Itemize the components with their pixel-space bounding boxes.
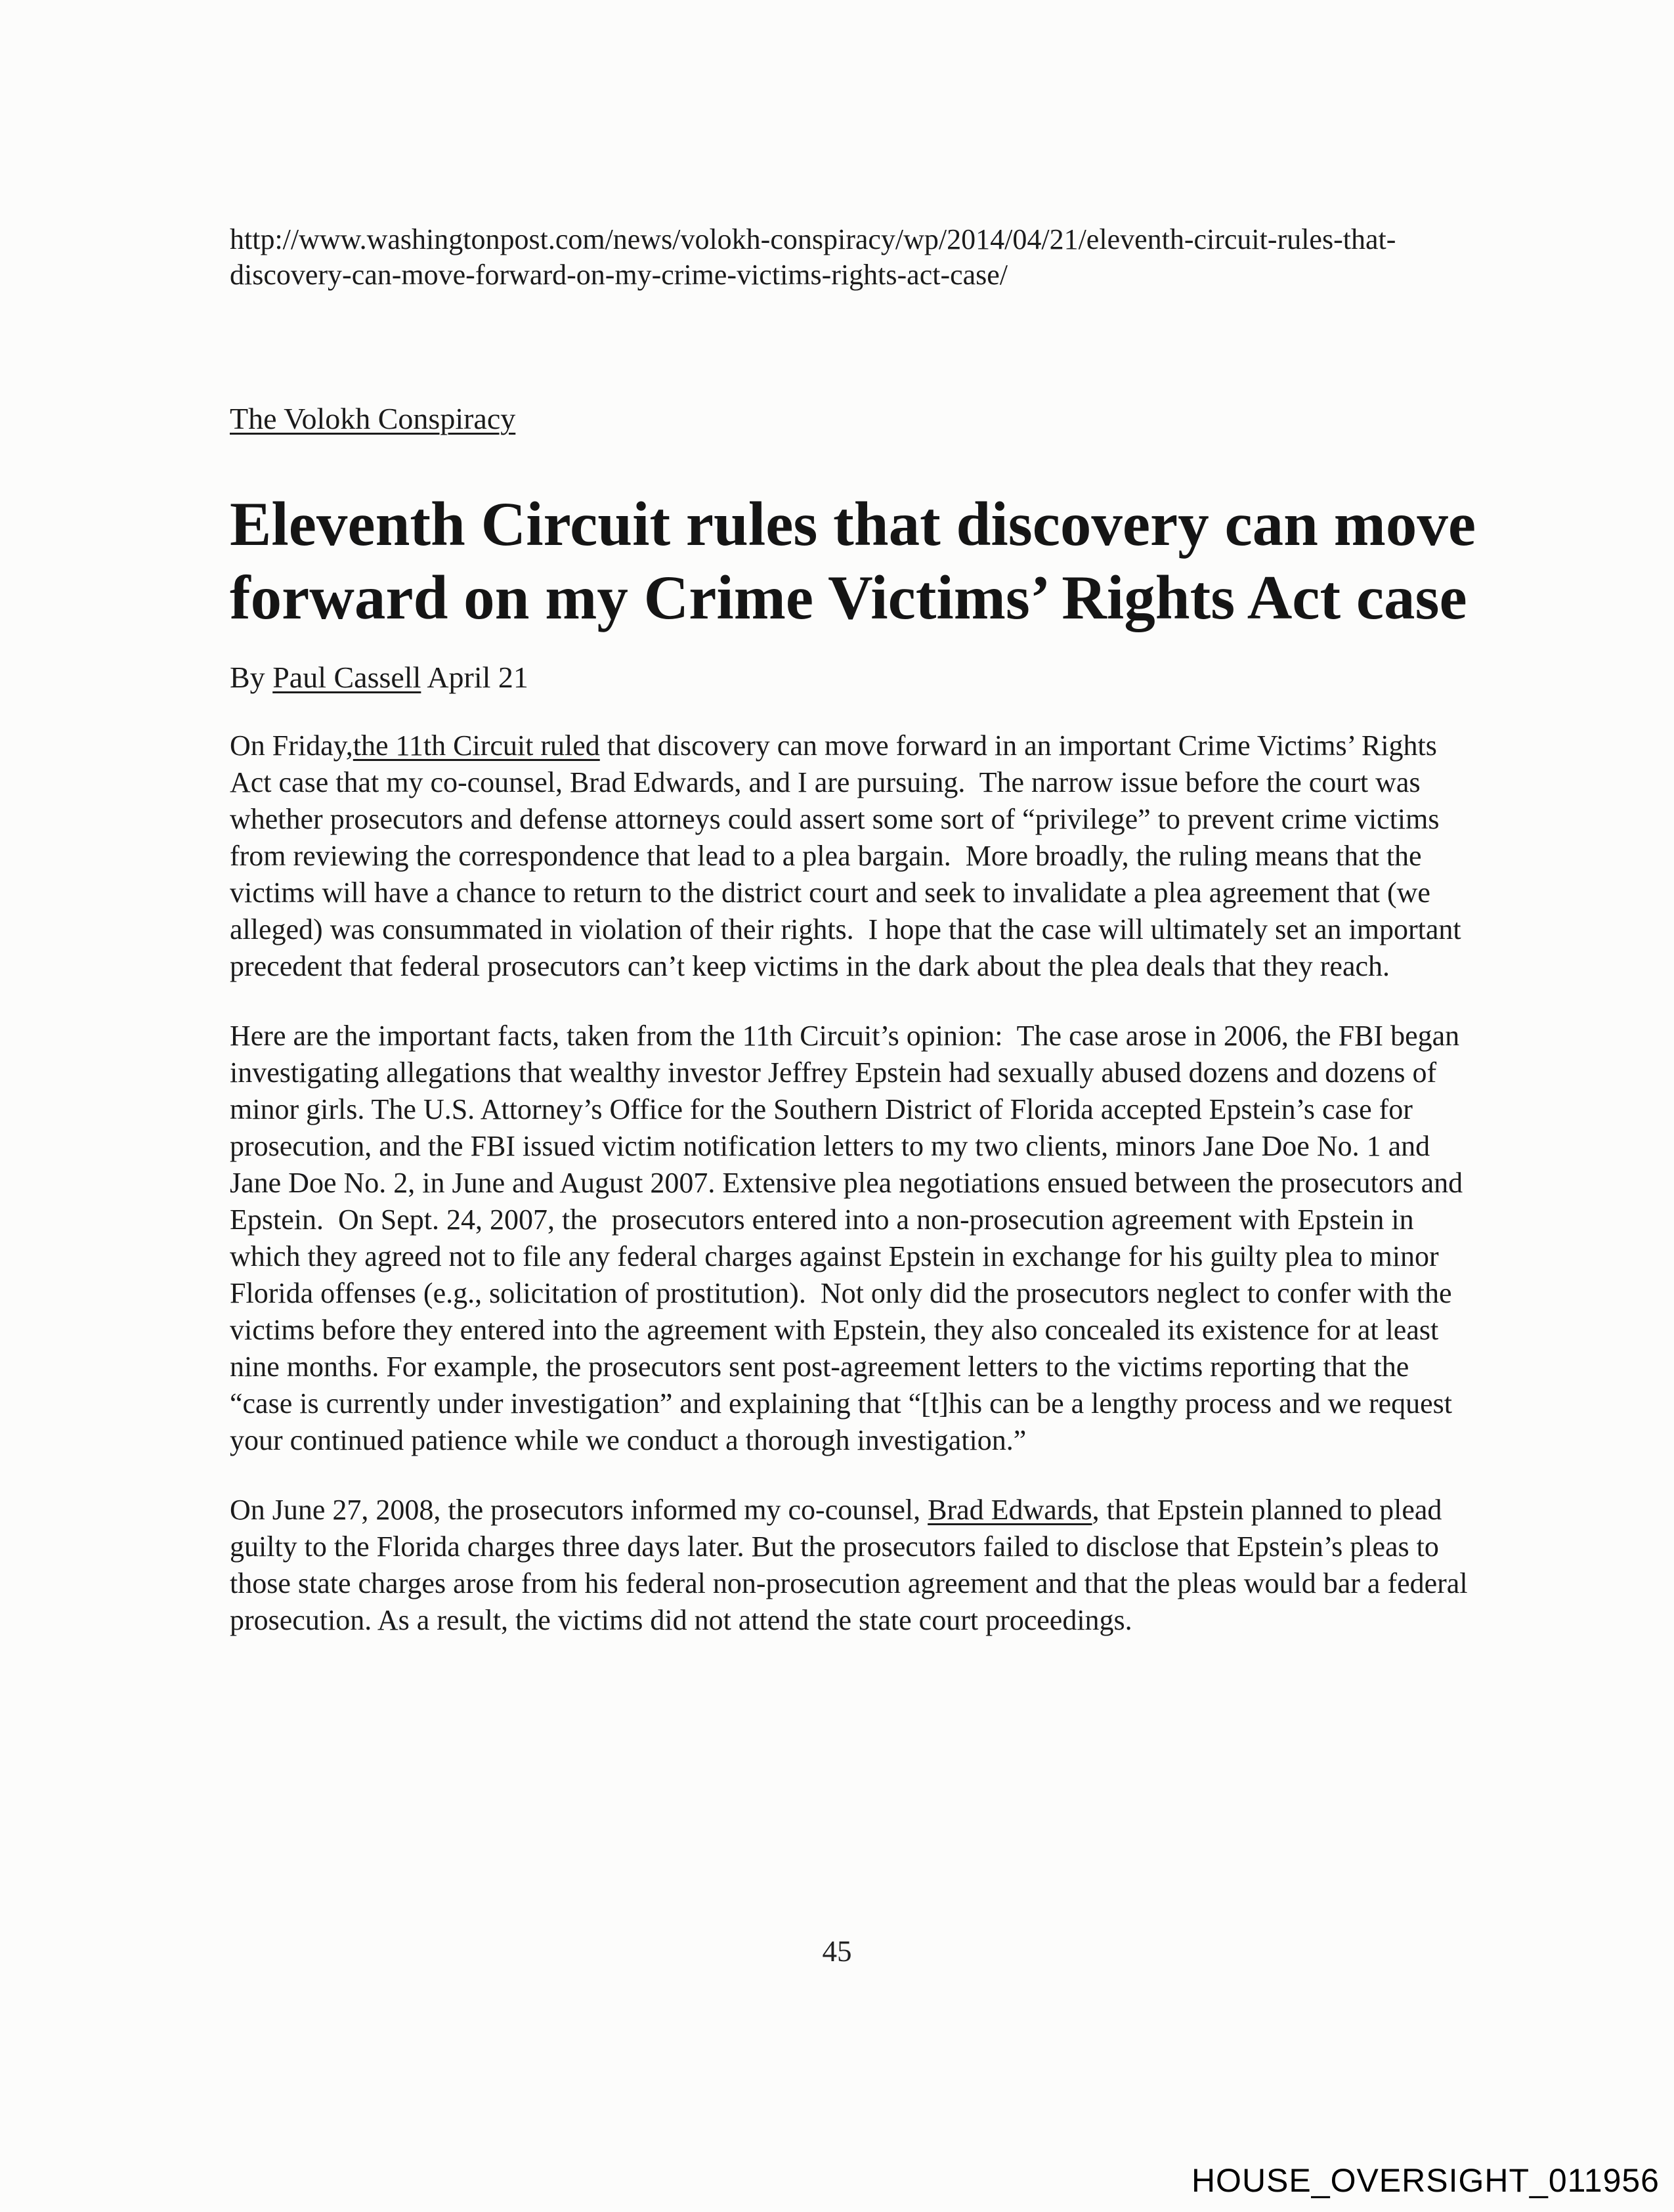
source-url: http://www.washingtonpost.com/news/volokh-conspiracy/wp/2014/04/21/eleventh-circuit-rules-that-discovery-can-move-forward-on-my-crime-victims-rights-act-case/ — [230, 223, 1396, 291]
text-segment: Here are the important facts, taken from the 11th Circuit’s opinion: The case arose in 2006, the FBI began investigating allegations that wealthy investor Jeffrey Epstein had sexually abused dozens and dozens of minor girls. The U.S. Attorney’s Office for the Southern District of Florida accepted Epstein’s case for prosecution, and the FBI issued victim notification letters to my two clients, minors Jane Doe No. 1 and Jane Doe No. 2, in June and August 2007. Extensive plea negotiations ensued between the prosecutors and Epstein. On Sept. 24, 2007, the prosecutors entered into a non-prosecution agreement with Epstein in which they agreed not to file any federal charges against Epstein in exchange for his guilty plea to minor Florida offenses (e.g., solicitation of prostitution). Not only did the prosecutors neglect to confer with the victims before they entered into the agreement with Epstein, they also concealed its existence for at least nine months. For example, the prosecutors sent post-agreement letters to the victims reporting that the “case is currently under investigation” and explaining that “[t]his can be a lengthy process and we request your continued patience while we conduct a thorough investigation.” — [230, 1020, 1470, 1456]
text-segment: , that Epstein planned to plead guilty to the Florida charges three days later. But the prosecutors failed to disclose that Epstein’s pleas to those state charges arose from his federal non-prosecution agreement and that the pleas would bar a federal prosecution. As a result, the victims did not attend the state court proceedings. — [230, 1494, 1475, 1636]
author-link[interactable]: Paul Cassell — [272, 661, 421, 694]
text-segment: On Friday, — [230, 729, 353, 762]
blog-name-link[interactable]: The Volokh Conspiracy — [230, 402, 516, 435]
bates-number: HOUSE_OVERSIGHT_011956 — [1191, 2162, 1660, 2199]
byline-prefix: By — [230, 661, 273, 694]
page-number: 45 — [822, 1935, 852, 1968]
article-body — [230, 727, 1475, 1639]
inline-link[interactable]: Brad Edwards — [928, 1494, 1092, 1526]
paragraph-1 — [230, 727, 1470, 985]
inline-link[interactable]: the 11th Circuit ruled — [353, 729, 600, 762]
article-title: Eleventh Circuit rules that discovery can move forward on my Crime Victims’ Rights Act case — [230, 489, 1476, 632]
text-segment: that discovery can move forward in an important Crime Victims’ Rights Act case that my co-counsel, Brad Edwards, and I are pursuing. The narrow issue before the court was whether prosecutors and defense attorneys could assert some sort of “privilege” to prevent crime victims from reviewing the correspondence that lead to a plea bargain. More broadly, the ruling means that the victims will have a chance to return to the district court and seek to invalidate a plea agreement that (we alleged) was consummated in violation of their rights. I hope that the case will ultimately set an important precedent that federal prosecutors can’t keep victims in the dark about the plea deals that they reach. — [230, 729, 1469, 982]
blog-header — [230, 402, 1470, 436]
text-segment: On June 27, 2008, the prosecutors informed my co-counsel, — [230, 1494, 928, 1526]
byline-date: April 21 — [421, 661, 528, 694]
paragraph-2 — [230, 1018, 1470, 1459]
byline — [230, 659, 1470, 696]
paragraph-3 — [230, 1492, 1475, 1639]
